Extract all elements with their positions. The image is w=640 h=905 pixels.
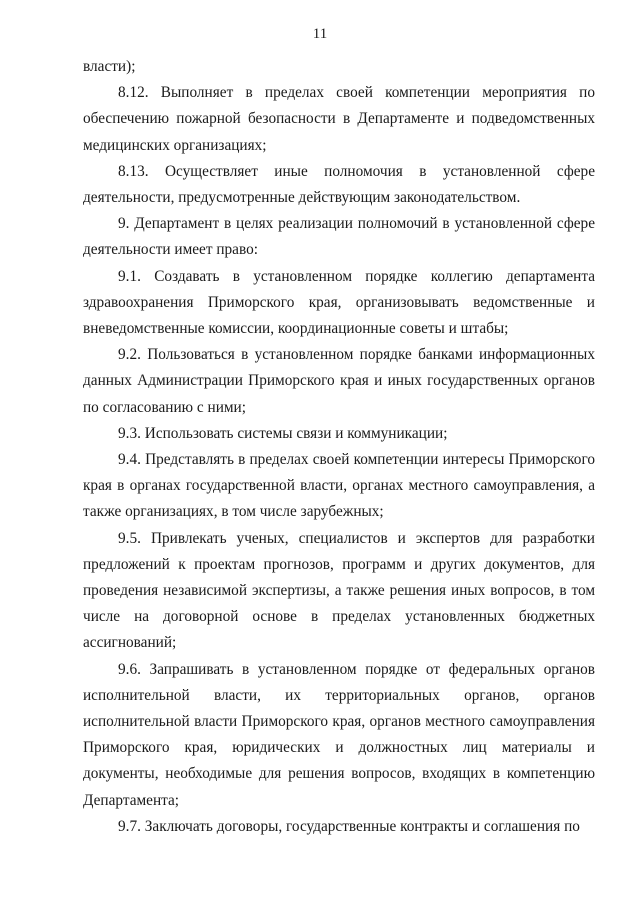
paragraph-9-7: 9.7. Заключать договоры, государственные контракты и соглашения по (118, 817, 580, 835)
paragraph-9-1: 9.1. Создавать в установленном порядке коллегию департамента здравоохранения Приморского края, организовывать ведомственные и вневедомственные комиссии, координационные советы и штабы; (83, 267, 595, 338)
paragraph-9-2: 9.2. Пользоваться в установленном порядке банками информационных данных Администрации Приморского края и иных государственных органов по согласованию с ними; (83, 346, 595, 416)
paragraph-9-4: 9.4. Представлять в пределах своей компетенции интересы Приморского края в органах государственной власти, органах местного самоуправления, а также организациях, в том числе зарубежных; (83, 451, 595, 521)
paragraph-9-3: 9.3. Использовать системы связи и коммуникации; (118, 424, 448, 442)
document-body (83, 54, 595, 840)
paragraph-8-12: 8.12. Выполняет в пределах своей компетенции мероприятия по обеспечению пожарной безопасности в Департаменте и подведомственных медицинских организациях; (83, 84, 595, 154)
paragraph-continuation: власти); (83, 58, 136, 75)
page-number: 11 (312, 26, 328, 42)
paragraph-9: 9. Департамент в целях реализации полномочий в установленной сфере деятельности имеет право: (83, 215, 595, 259)
paragraph-9-6: 9.6. Запрашивать в установленном порядке от федеральных органов исполнительной власти, их территориальных органов, органов исполнительной власти Приморского края, органов местного самоуправления Приморского края, юридических и должностных лиц материалы и документы, необходимые для решения вопросов, входящих в компетенцию Департамента; (83, 660, 595, 809)
paragraph-8-13: 8.13. Осуществляет иные полномочия в установленной сфере деятельности, предусмотренные действующим законодательством. (83, 162, 595, 207)
paragraph-9-5: 9.5. Привлекать ученых, специалистов и экспертов для разработки предложений к проектам прогнозов, программ и других документов, для проведения независимой экспертизы, а также решения иных вопросов, в том числе на договорной основе в пределах установленных бюджетных ассигнований; (83, 529, 595, 652)
